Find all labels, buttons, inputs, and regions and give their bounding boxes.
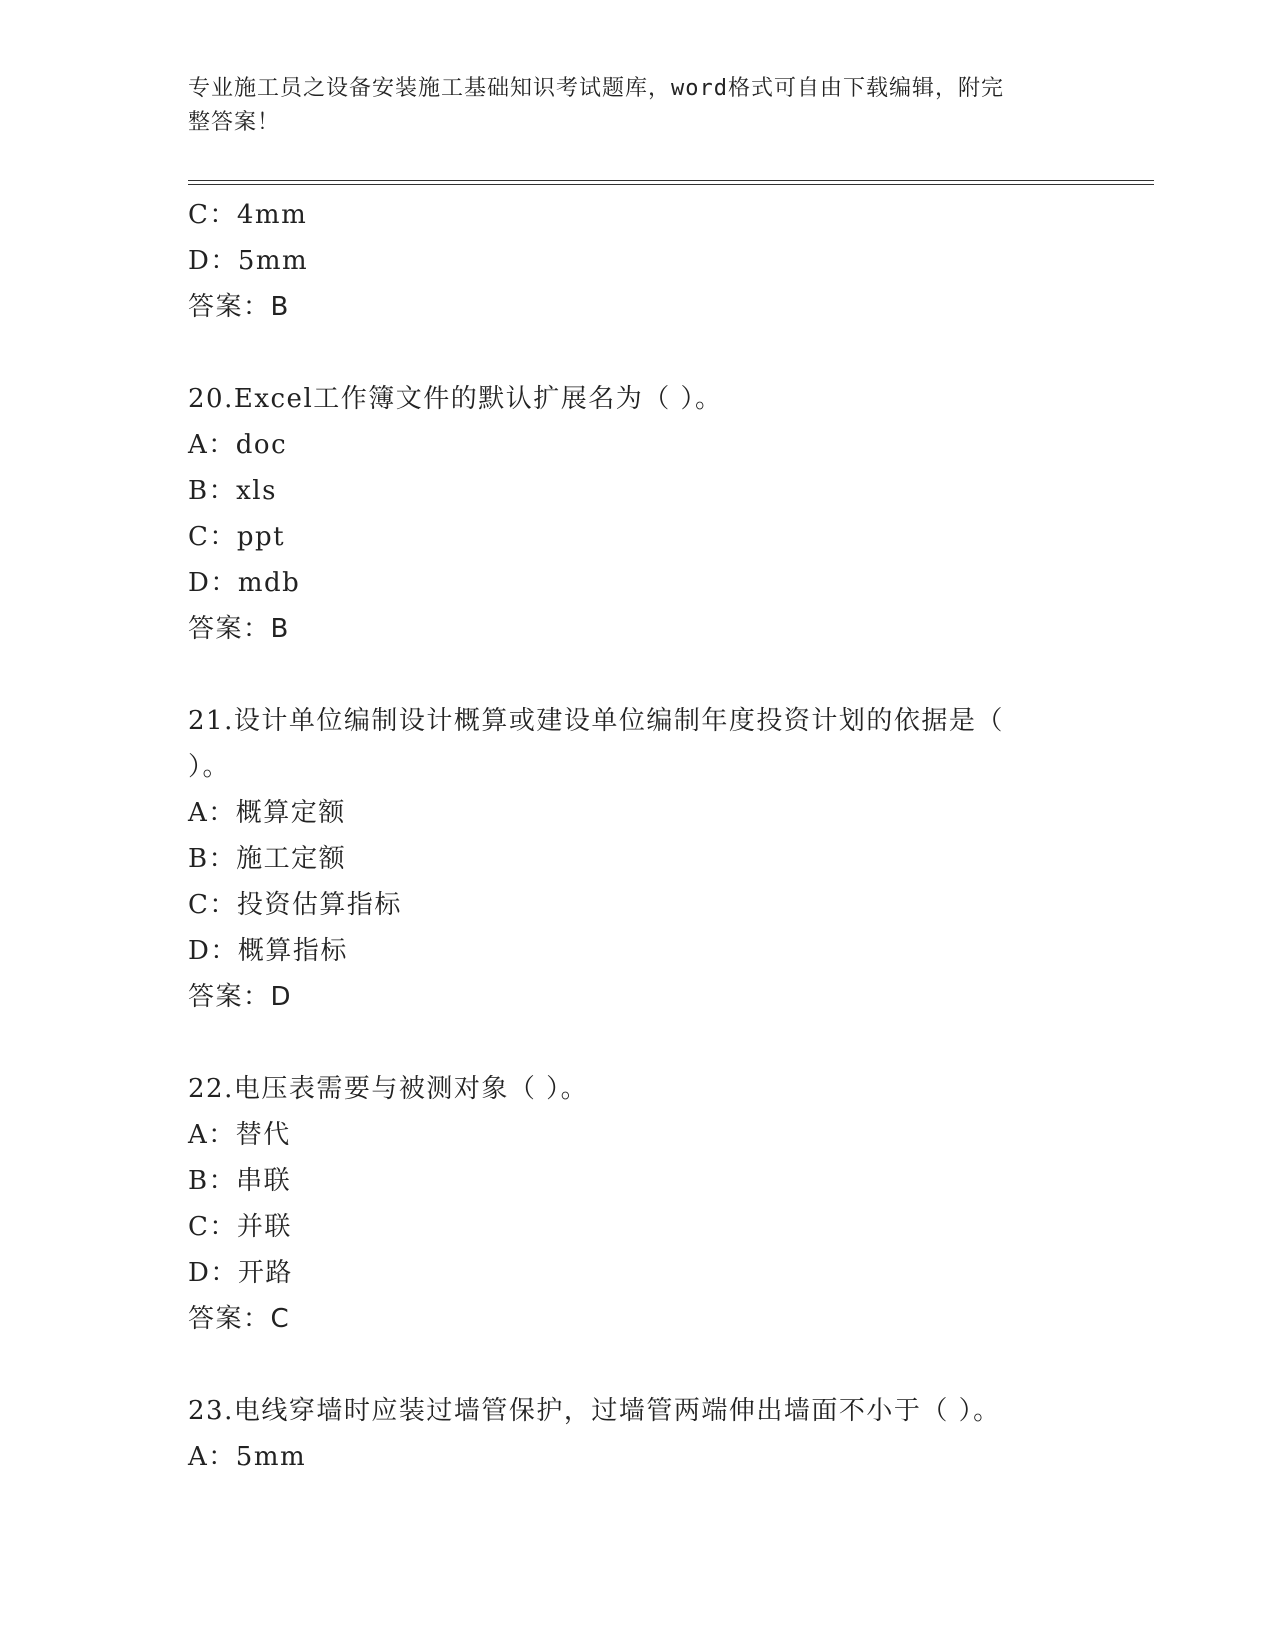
option-c: C：ppt (188, 522, 286, 552)
document-body (188, 192, 1068, 1480)
option-c: C：4mm (188, 200, 308, 230)
question-stem: 20.Excel工作簿文件的默认扩展名为（ ）。 (188, 384, 723, 414)
question-23 (188, 1388, 1068, 1480)
answer: 答案：B (188, 292, 290, 322)
question-stem-line-1: 21.设计单位编制设计概算或建设单位编制年度投资计划的依据是（ (188, 706, 1004, 736)
answer: 答案：D (188, 982, 293, 1012)
question-22 (188, 1066, 1068, 1342)
option-c: C：投资估算指标 (188, 890, 402, 920)
option-a: A：替代 (188, 1120, 291, 1150)
answer: 答案：C (188, 1304, 291, 1334)
option-c: C：并联 (188, 1212, 292, 1242)
question-21 (188, 698, 1068, 1020)
option-d: D：开路 (188, 1258, 293, 1288)
header-divider-top (188, 180, 1154, 181)
question-stem-line-2: ）。 (188, 752, 231, 782)
question-20 (188, 376, 1068, 652)
answer: 答案：B (188, 614, 290, 644)
option-b: B：xls (188, 476, 277, 506)
option-d: D：概算指标 (188, 936, 348, 966)
option-d: D：mdb (188, 568, 301, 598)
document-header (188, 72, 1068, 140)
header-divider-bottom (188, 184, 1154, 185)
header-line-1: 专业施工员之设备安装施工基础知识考试题库，word格式可自由下载编辑，附完 (188, 76, 1004, 101)
question-stem: 22.电压表需要与被测对象（ ）。 (188, 1074, 589, 1104)
option-b: B：施工定额 (188, 844, 347, 874)
option-a: A：doc (188, 430, 288, 460)
option-a: A：5mm (188, 1442, 307, 1472)
question-19-continuation (188, 192, 1068, 330)
option-d: D：5mm (188, 246, 309, 276)
option-a: A：概算定额 (188, 798, 346, 828)
question-stem: 23.电线穿墙时应装过墙管保护，过墙管两端伸出墙面不小于（ ）。 (188, 1396, 1001, 1426)
header-line-2: 整答案！ (188, 110, 281, 135)
option-b: B：串联 (188, 1166, 292, 1196)
